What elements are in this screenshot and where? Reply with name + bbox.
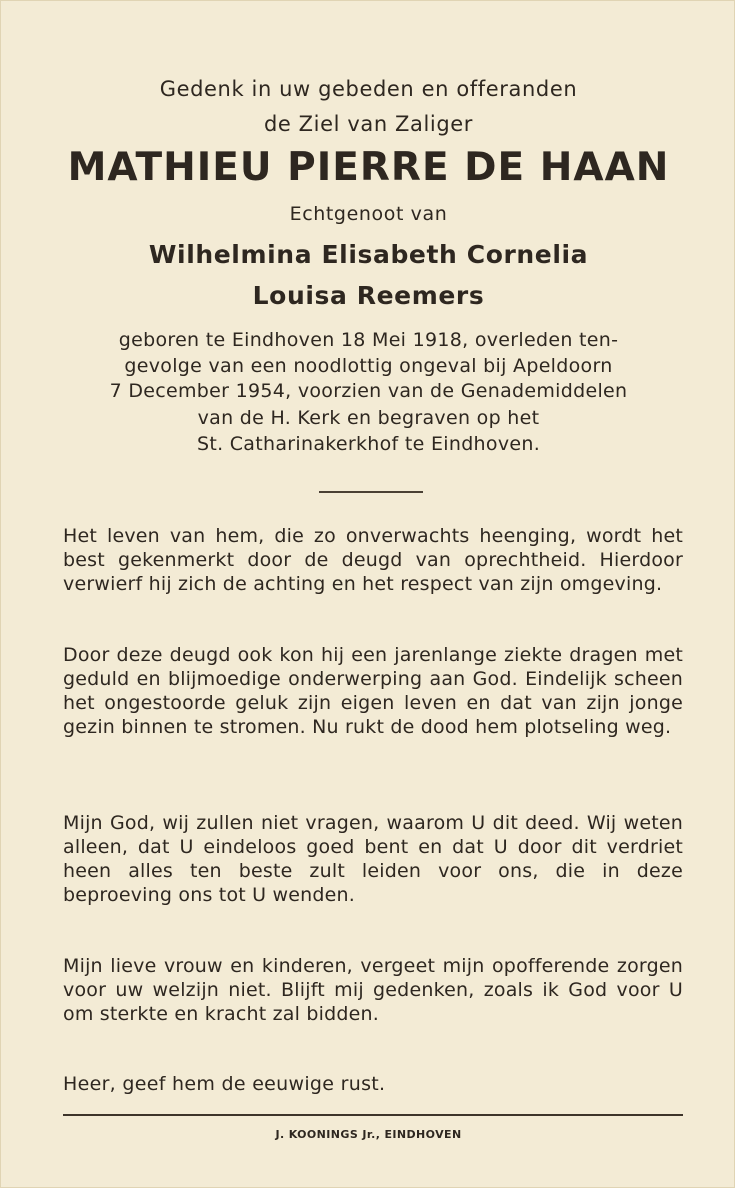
intro-line-1: Gedenk in uw gebeden en offeranden (159, 77, 578, 101)
section-divider (319, 491, 423, 493)
bio-line-2: gevolge van een noodlottig ongeval bij Apeldoorn (124, 355, 613, 377)
bio-line-1: geboren te Eindhoven 18 Mei 1918, overleden ten- (118, 329, 619, 351)
deceased-name: MATHIEU PIERRE DE HAAN (67, 145, 670, 190)
closing-prayer: Heer, geef hem de eeuwige rust. (63, 1073, 386, 1095)
bio-line-3: 7 December 1954, voorzien van de Genademiddelen (109, 380, 628, 402)
paragraph-prayer: Mijn God, wij zullen niet vragen, waarom U dit deed. Wij weten alleen, dat U eindeloos goed bent en dat U door dit verdriet heen alles ten beste zult leiden voor ons, die in deze beproeving ons tot U wenden. (63, 812, 683, 906)
bio-line-5: St. Catharinakerkhof te Eindhoven. (196, 433, 541, 455)
paragraph-family: Mijn lieve vrouw en kinderen, vergeet mijn opofferende zorgen voor uw welzijn niet. Blijft mij gedenken, zoals ik God voor U om sterkte en kracht zal bidden. (63, 955, 683, 1025)
footer-rule (63, 1114, 683, 1116)
printer-credit: J. KOONINGS Jr., EINDHOVEN (275, 1128, 462, 1141)
intro-line-2: de Ziel van Zaliger (263, 112, 474, 136)
spouse-name-line-2: Louisa Reemers (252, 281, 485, 310)
paragraph-character: Het leven van hem, die zo onverwachts heenging, wordt het best gekenmerkt door de deugd van oprechtheid. Hierdoor verwierf hij zich de achting en het respect van zijn omgeving. (63, 525, 683, 595)
bio-line-4: van de H. Kerk en begraven op het (197, 407, 540, 429)
relation-label: Echtgenoot van (289, 203, 448, 225)
spouse-name-line-1: Wilhelmina Elisabeth Cornelia (148, 240, 589, 269)
paragraph-illness: Door deze deugd ook kon hij een jarenlange ziekte dragen met geduld en blijmoedige onderwerping aan God. Eindelijk scheen het ongestoorde geluk zijn eigen leven en dat van zijn jonge gezin binnen te stromen. Nu rukt de dood hem plotseling weg. (63, 644, 683, 738)
